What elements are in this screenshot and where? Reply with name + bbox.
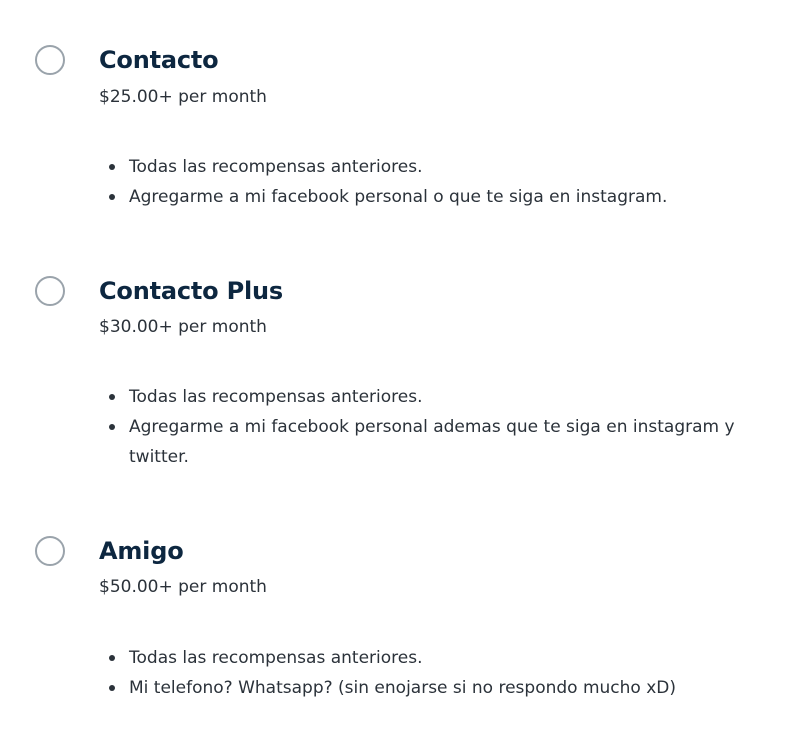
- benefit-item: [0, 182, 769, 212]
- tier-title: Contacto: [99, 46, 219, 74]
- benefit-item: [0, 643, 769, 673]
- tier-price: $30.00+ per month: [99, 317, 267, 337]
- bullet-icon: [109, 655, 115, 661]
- tier-price: $25.00+ per month: [99, 87, 267, 107]
- benefit-list: [0, 382, 769, 472]
- benefit-text: Todas las recompensas anteriores.: [129, 648, 423, 668]
- benefit-item: [0, 673, 769, 703]
- benefit-text: Todas las recompensas anteriores.: [129, 157, 423, 177]
- benefit-text: Agregarme a mi facebook personal o que te siga en instagram.: [129, 187, 668, 207]
- bullet-icon: [109, 194, 115, 200]
- benefit-item: [0, 382, 769, 412]
- benefit-list: [0, 152, 769, 212]
- tier-title: Amigo: [99, 537, 184, 565]
- benefit-item: [0, 412, 769, 472]
- benefit-text: Todas las recompensas anteriores.: [129, 387, 423, 407]
- tier-title: Contacto Plus: [99, 277, 283, 305]
- bullet-icon: [109, 424, 115, 430]
- benefit-item: [0, 152, 769, 182]
- tier-radio-button[interactable]: [35, 276, 65, 306]
- tier-radio-button[interactable]: [35, 536, 65, 566]
- benefit-list: [0, 643, 769, 703]
- benefit-text: Mi telefono? Whatsapp? (sin enojarse si no respondo mucho xD): [129, 678, 677, 698]
- tier-price: $50.00+ per month: [99, 577, 267, 597]
- tier-radio-button[interactable]: [35, 45, 65, 75]
- bullet-icon: [109, 164, 115, 170]
- bullet-icon: [109, 394, 115, 400]
- benefit-text: Agregarme a mi facebook personal ademas que te siga en instagram y twitter.: [129, 417, 735, 467]
- bullet-icon: [109, 685, 115, 691]
